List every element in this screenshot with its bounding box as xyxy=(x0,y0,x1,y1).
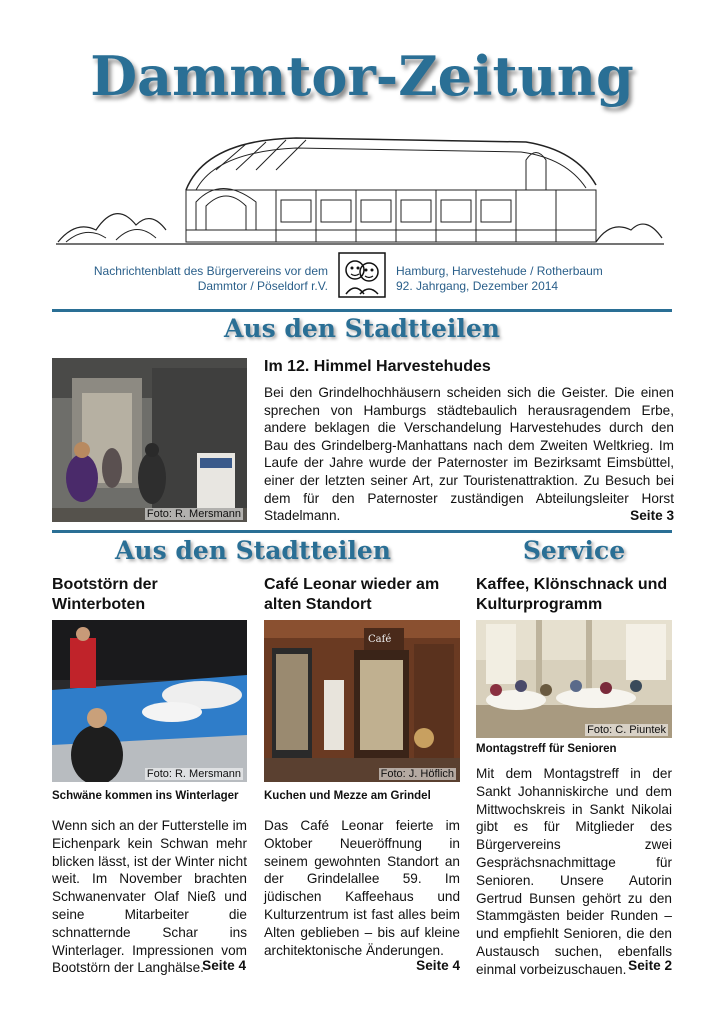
col1-caption: Schwäne kommen ins Winterlager xyxy=(52,790,239,802)
col2-photo[interactable] xyxy=(264,620,460,782)
mascot-logo xyxy=(338,252,386,298)
section-heading-lead: Aus den Stadtteilen xyxy=(224,314,500,343)
col3-page-ref[interactable]: Seite 2 xyxy=(628,958,672,973)
col1-page-ref[interactable]: Seite 4 xyxy=(202,958,246,973)
col3-photo-credit: Foto: C. Piuntek xyxy=(587,724,666,736)
col2-body: Das Café Leonar feierte im Oktober Neueröffnung in seinem gewohnten Standort an der Grindelallee 59. Im jüdischen Kaffeehaus und Kulturzentrum ist fast alles beim Alten geblieben – bis auf kleine architektonische Änderungen. xyxy=(264,818,460,958)
building-sketch-illustration xyxy=(56,130,664,248)
lead-headline[interactable]: Im 12. Himmel Harvestehudes xyxy=(264,358,491,375)
col3-headline[interactable] xyxy=(476,575,672,615)
col1-headline[interactable] xyxy=(52,575,247,615)
lead-photo[interactable] xyxy=(52,358,247,522)
col2-page-ref[interactable]: Seite 4 xyxy=(416,958,460,973)
publisher-tagline: Nachrichtenblatt des Bürgervereins vor dem Dammtor / Pöseldorf r.V. xyxy=(93,264,328,293)
col2-caption: Kuchen und Mezze am Grindel xyxy=(264,790,431,802)
edition-date: 92. Jahrgang, Dezember 2014 xyxy=(396,279,559,293)
col3-caption: Montagstreff für Senioren xyxy=(476,743,617,755)
col2-headline-text: Café Leonar wieder am alten Standort xyxy=(264,576,440,613)
divider xyxy=(52,309,672,312)
col1-headline-text: Bootstörn der Winterboten xyxy=(52,576,158,613)
edition-info xyxy=(396,264,676,294)
col3-headline-text: Kaffee, Klönschnack und Kulturprogramm xyxy=(476,576,668,613)
lead-body: Bei den Grindelhochhäusern scheiden sich die Geister. Die einen sprechen von Hamburgs städtebaulich herausragendem Erbe, andere beklagen die Verschandelung Harvestehudes durch den Bau des Grindelberg-Manhattans nach dem Zweiten Weltkrieg. Im Laufe der Jahre wurde der Paternoster im Bezirksamt Eimsbüttel, einer der letzten seiner Art, zur Touristenattraktion. Zu Besuch bei dem für den Paternoster zuständigen Abteilungsleiter Horst Stadelmann. xyxy=(264,385,674,524)
divider xyxy=(52,530,672,533)
edition-location: Hamburg, Harvestehude / Rotherbaum xyxy=(396,264,603,278)
col1-photo[interactable] xyxy=(52,620,247,782)
col2-photo-credit: Foto: J. Höflich xyxy=(380,768,454,780)
col3-body: Mit dem Montagstreff in der Sankt Johanniskirche und dem Mittwochskreis in Sankt Nikolai gibt es für Mitglieder des Bürgervereins zwei Gesprächsnachmittage für Senioren. Unsere Autorin Gertrud Bunsen gehört zu den Stammgästen beider Runden – und empfiehlt Senioren, die den Austausch suchen, ebenfalls einmal vorbeizuschauen. xyxy=(476,766,672,977)
section-heading-stadtteile: Aus den Stadtteilen xyxy=(115,536,391,565)
col2-headline[interactable] xyxy=(264,575,460,615)
svg-text:Café: Café xyxy=(368,634,392,645)
col3-photo[interactable] xyxy=(476,620,672,738)
lead-page-ref[interactable]: Seite 3 xyxy=(630,508,674,523)
section-heading-service: Service xyxy=(522,536,626,565)
col1-photo-credit: Foto: R. Mersmann xyxy=(146,768,241,780)
col1-body: Wenn sich an der Futterstelle im Eichenpark kein Schwan mehr blicken lässt, ist der Winter nicht weit. Im November brachten Schwanenvater Olaf Nieß und seine Mitarbeiter die schnatternde Schar ins Winterlager. Impressionen vom Bootstörn der Langhälse. xyxy=(52,818,247,976)
lead-photo-credit: Foto: R. Mersmann xyxy=(146,508,241,520)
masthead-title: Dammtor-Zeitung xyxy=(90,44,634,108)
